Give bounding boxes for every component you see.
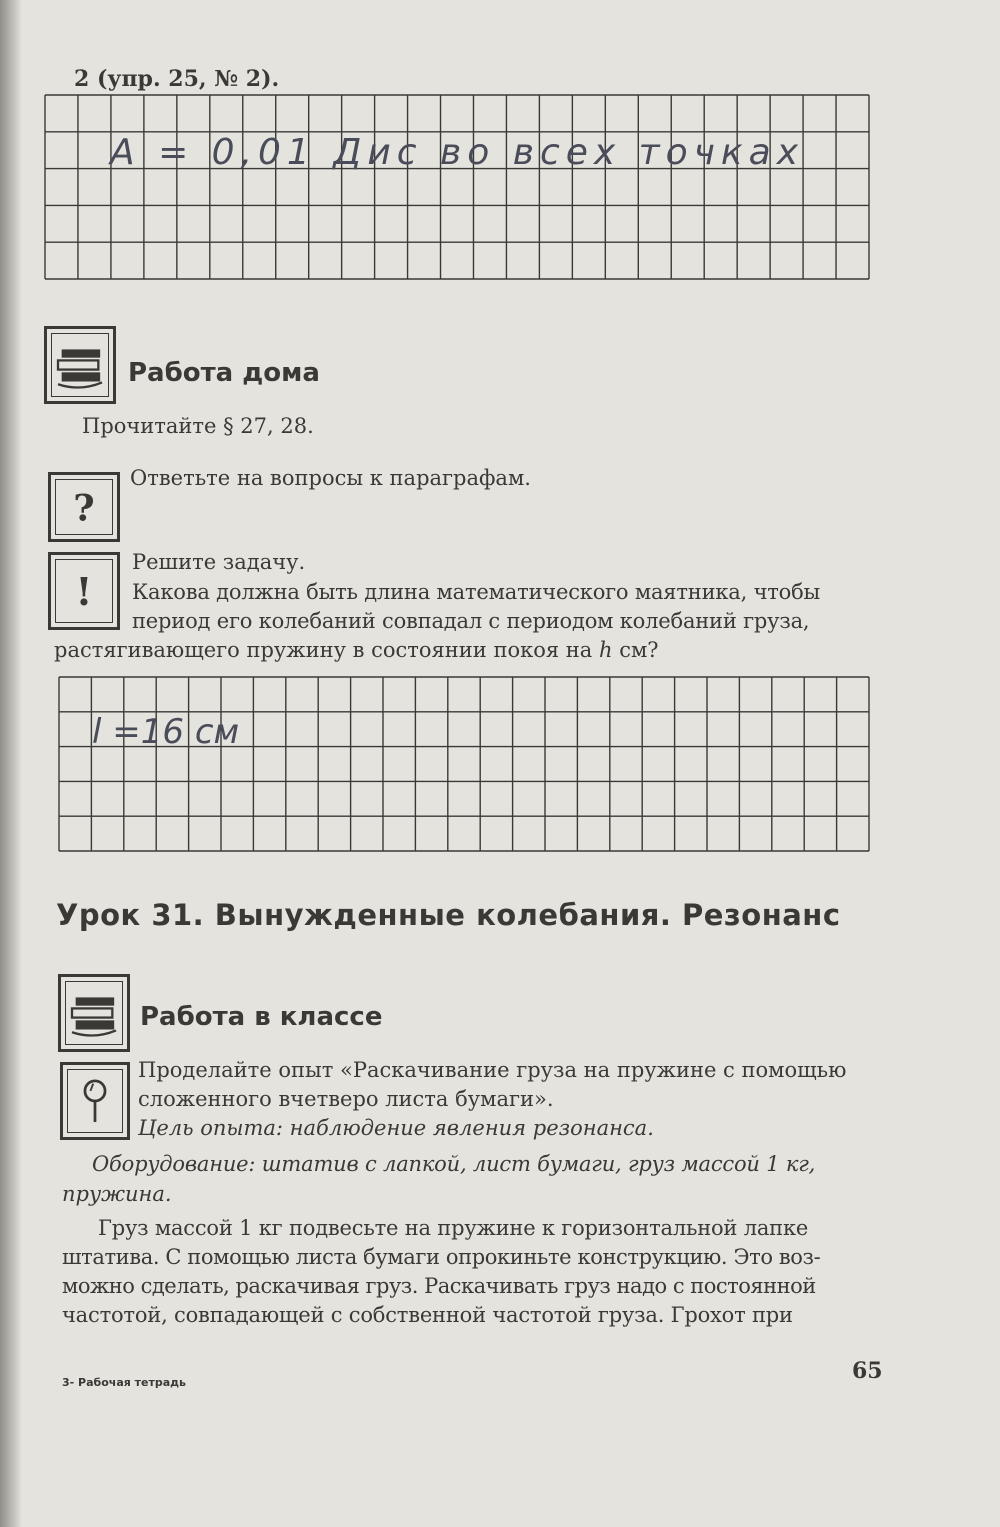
paragraph-line-1: Груз массой 1 кг подвесьте на пружине к горизонтальной лапке	[98, 1216, 809, 1240]
answer-grid-1	[44, 94, 870, 280]
equipment-line-1: Оборудование: штатив с лапкой, лист бумаги, груз массой 1 кг,	[92, 1152, 816, 1176]
page-spine	[0, 0, 22, 1527]
read-paragraphs-text: Прочитайте § 27, 28.	[82, 414, 314, 438]
books-icon-class	[58, 974, 130, 1052]
experiment-line-1: Проделайте опыт «Раскачивание груза на пружине с помощью	[138, 1058, 847, 1082]
lesson-title: Урок 31. Вынужденные колебания. Резонанс	[56, 898, 841, 932]
handwritten-answer-1: A = 0,01 Дис во всех точках	[110, 132, 805, 173]
page-number: 65	[852, 1358, 883, 1384]
exclamation-icon	[48, 552, 120, 630]
exercise-reference: 2 (упр. 25, № 2).	[74, 66, 280, 92]
experiment-goal: Цель опыта: наблюдение явления резонанса.	[138, 1116, 654, 1140]
experiment-line-2: сложенного вчетверо листа бумаги».	[138, 1087, 554, 1111]
equipment-line-2: пружина.	[62, 1182, 172, 1206]
footer-workbook-label: 3- Рабочая тетрадь	[62, 1376, 186, 1389]
paragraph-line-3: можно сделать, раскачивая груз. Раскачивать груз надо с постоянной	[62, 1274, 816, 1298]
svg-text:?: ?	[73, 486, 95, 530]
answer-grid-2	[58, 676, 870, 852]
magnifier-icon	[60, 1062, 130, 1140]
handwritten-answer-2: l =16 см	[92, 712, 240, 752]
questions-text: Ответьте на вопросы к параграфам.	[130, 466, 531, 490]
section-title-home: Работа дома	[128, 358, 320, 388]
question-icon	[48, 472, 120, 542]
task-line-4: растягивающего пружину в состоянии покоя на h см?	[54, 638, 659, 662]
task-line-2: Какова должна быть длина математического маятника, чтобы	[132, 580, 821, 604]
paragraph-line-4: частотой, совпадающей с собственной частотой груза. Грохот при	[62, 1303, 793, 1327]
task-line-1: Решите задачу.	[132, 550, 306, 574]
svg-text:!: !	[75, 569, 93, 615]
paragraph-line-2: штатива. С помощью листа бумаги опрокиньте конструкцию. Это воз-	[62, 1245, 821, 1269]
books-icon	[44, 326, 116, 404]
section-title-class: Работа в классе	[140, 1002, 383, 1032]
task-line-3: период его колебаний совпадал с периодом колебаний груза,	[132, 609, 810, 633]
